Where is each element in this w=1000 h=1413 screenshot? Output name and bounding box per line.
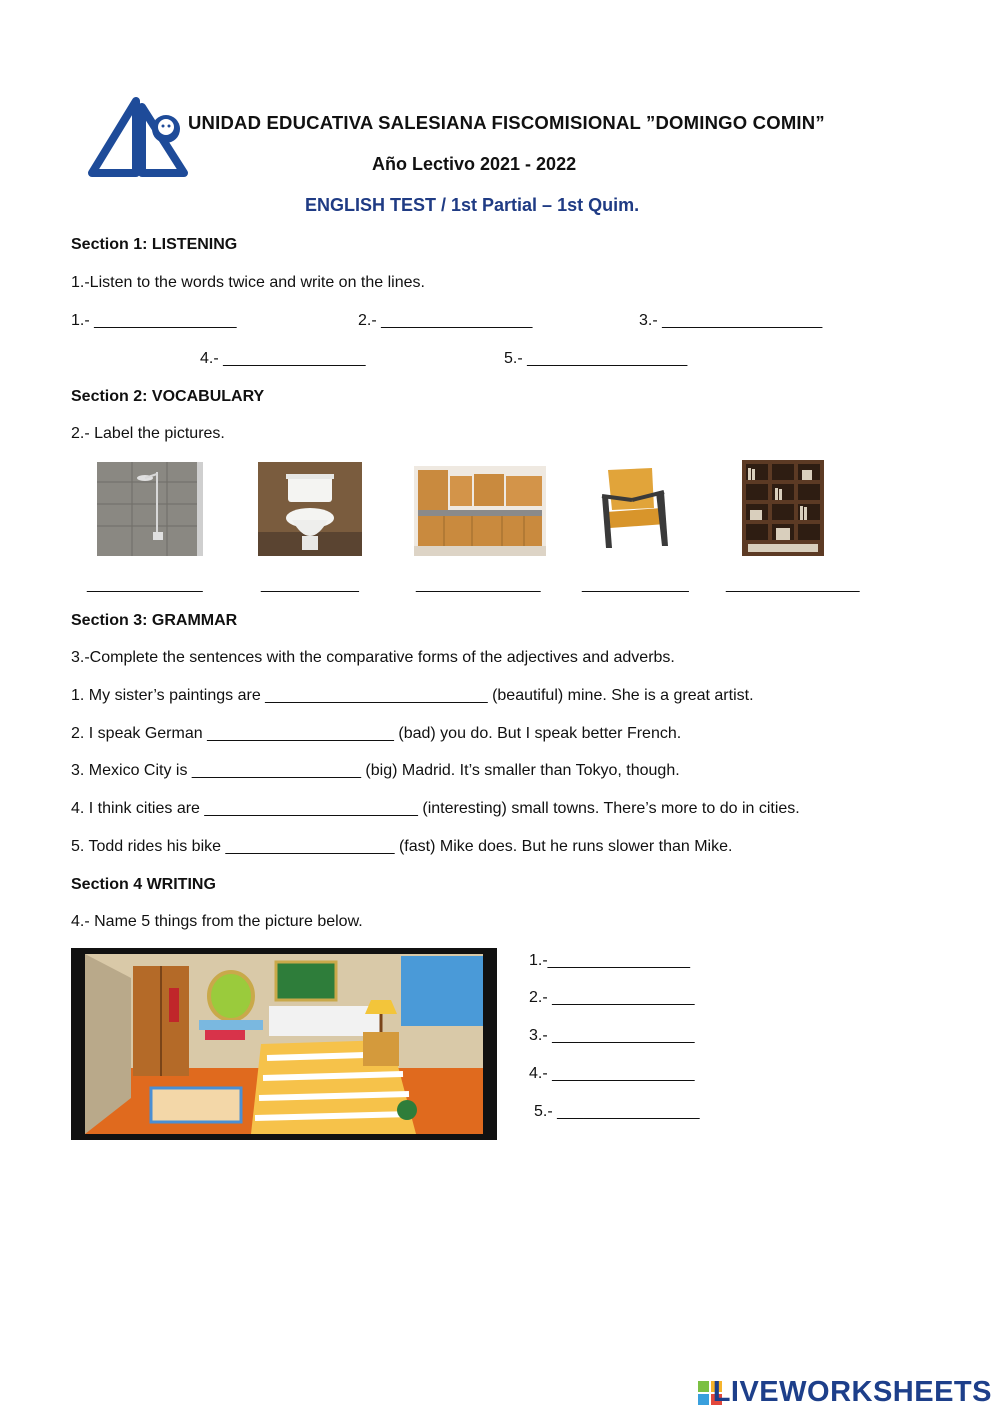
- writing-answer-3[interactable]: 3.- ________________: [529, 1027, 695, 1044]
- school-year: Año Lectivo 2021 - 2022: [372, 154, 577, 174]
- grammar-sentence-2[interactable]: 2. I speak German _____________________ (bad) you do. But I speak better French.: [71, 725, 682, 742]
- kitchen-picture: [414, 466, 546, 556]
- bedroom-picture: [71, 948, 497, 1140]
- writing-answer-1[interactable]: 1.-________________: [529, 952, 691, 969]
- grammar-sentence-5[interactable]: 5. Todd rides his bike ___________________ (fast) Mike does. But he runs slower than Mike.: [71, 838, 733, 855]
- school-name: UNIDAD EDUCATIVA SALESIANA FISCOMISIONAL ”DOMINGO COMIN”: [188, 112, 825, 133]
- section1-title: Section 1: LISTENING: [71, 236, 238, 253]
- section3-instruction: 3.-Complete the sentences with the comparative forms of the adjectives and adverbs.: [71, 649, 675, 666]
- writing-answer-4[interactable]: 4.- ________________: [529, 1065, 695, 1082]
- section2-title: Section 2: VOCABULARY: [71, 388, 265, 405]
- grammar-sentence-4[interactable]: 4. I think cities are ________________________ (interesting) small towns. There’s more to do in cities.: [71, 800, 800, 817]
- test-title: ENGLISH TEST / 1st Partial – 1st Quim.: [305, 195, 640, 215]
- writing-answer-5[interactable]: 5.- ________________: [534, 1103, 700, 1120]
- bookshelf-picture: [742, 460, 824, 556]
- section3-title: Section 3: GRAMMAR: [71, 612, 238, 629]
- vocabulary-answer-1[interactable]: _____________: [87, 576, 203, 593]
- toilet-picture: [258, 462, 362, 556]
- listening-answer-4[interactable]: 4.- ________________: [200, 350, 366, 367]
- section2-instruction: 2.- Label the pictures.: [71, 425, 225, 442]
- vocabulary-answer-5[interactable]: _______________: [726, 576, 860, 593]
- grammar-sentence-1[interactable]: 1. My sister’s paintings are _________________________ (beautiful) mine. She is a great artist.: [71, 687, 754, 704]
- listening-answer-3[interactable]: 3.- __________________: [639, 312, 823, 329]
- vocabulary-answer-4[interactable]: ____________: [582, 576, 689, 593]
- section4-instruction: 4.- Name 5 things from the picture below.: [71, 913, 363, 930]
- armchair-picture: [592, 462, 676, 556]
- shower-picture: [97, 462, 203, 556]
- listening-answer-1[interactable]: 1.- ________________: [71, 312, 237, 329]
- listening-answer-2[interactable]: 2.- _________________: [358, 312, 533, 329]
- vocabulary-answer-3[interactable]: ______________: [416, 576, 541, 593]
- vocabulary-answer-2[interactable]: ___________: [261, 576, 359, 593]
- grammar-sentence-3[interactable]: 3. Mexico City is ___________________ (big) Madrid. It’s smaller than Tokyo, though.: [71, 762, 680, 779]
- listening-answer-5[interactable]: 5.- __________________: [504, 350, 688, 367]
- section4-title: Section 4 WRITING: [71, 876, 216, 893]
- school-logo: [88, 95, 188, 177]
- writing-answer-2[interactable]: 2.- ________________: [529, 989, 695, 1006]
- section1-instruction: 1.-Listen to the words twice and write on the lines.: [71, 274, 425, 291]
- liveworksheets-brand: LIVEWORKSHEETS: [712, 1376, 992, 1408]
